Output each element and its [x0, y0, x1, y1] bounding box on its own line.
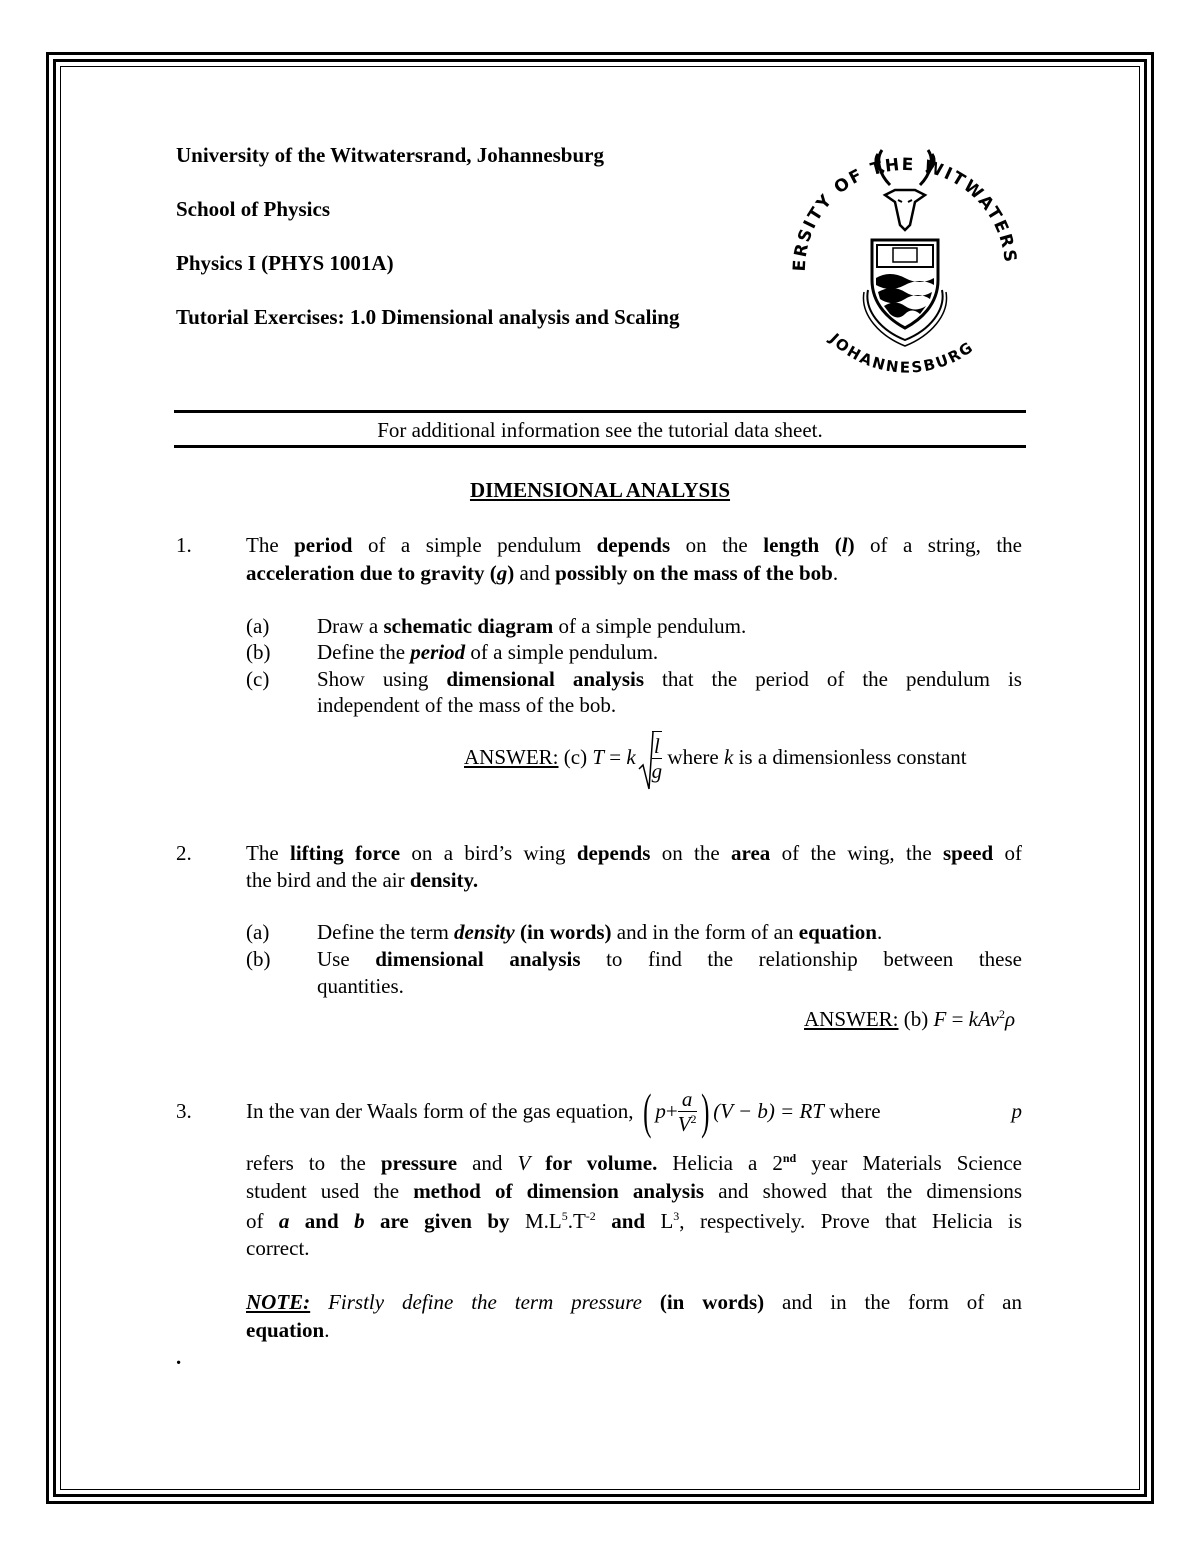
info-note: For additional information see the tutorial data sheet. [377, 418, 823, 442]
q3-line5: correct. [246, 1236, 310, 1260]
q1-answer: ANSWER: (c) T = k $\frac{l}{g}$ where k is a dimensionless constant [464, 722, 967, 792]
q2b-line1: Use dimensional analysis to find the relationship between these [317, 947, 1022, 971]
rule-top [174, 410, 1026, 413]
section-title: DIMENSIONAL ANALYSIS [469, 478, 731, 502]
school-name: School of Physics [176, 197, 331, 221]
crest-arc-bottom-text: JOHANNESBURG [825, 329, 978, 377]
q1-line1: The period of a simple pendulum depends on the length (l) of a string, the [246, 533, 1023, 557]
q3-line2: refers to the pressure and V for volume. Helicia a 2nd year Materials Science [246, 1151, 1022, 1175]
q2-answer: ANSWER: (b) F = kAv$^2$ρ [804, 1007, 1016, 1031]
q3-line4: of a and b are given by $M.L^5.T^{-2}$ and $L^3$, respectively. Prove that Helicia is [246, 1209, 1023, 1233]
q1-line2: acceleration due to gravity (g) and possibly on the mass of the bob. [246, 561, 839, 585]
stray-dot: . [176, 1345, 182, 1369]
q2a-label: (a) [246, 920, 270, 944]
q2b-line2: quantities. [317, 974, 404, 998]
q1b-label: (b) [246, 640, 271, 664]
university-crest-logo [780, 140, 1030, 380]
sqrt-sign [638, 731, 654, 791]
van-der-waals-equation: ( p + $\frac{a}{V^2}$ ) (V − b) = RT [642, 1083, 824, 1139]
q2-line1: The lifting force on a bird’s wing depends on the area of the wing, the speed of [246, 841, 1023, 865]
q3-line1: In the van der Waals form of the gas equation, ( p + $\frac{a}{V^2}$ ) (V − b) = RT where p [246, 1083, 1022, 1139]
tutorial-title: Tutorial Exercises: 1.0 Dimensional analysis and Scaling [176, 305, 680, 329]
q2-number: 2. [176, 841, 192, 865]
q1a-text: Draw a schematic diagram of a simple pendulum. [317, 614, 747, 638]
q1b-text: Define the period of a simple pendulum. [317, 640, 659, 664]
course-name: Physics I (PHYS 1001A) [176, 251, 394, 275]
q1c-label: (c) [246, 667, 270, 691]
crest-icon [780, 140, 1030, 380]
crest-arc-top-text: ERSITY OF THE WITWATERS [789, 154, 1020, 272]
q1c-line1: Show using dimensional analysis that the period of the pendulum is [317, 667, 1022, 691]
q3-line3: student used the method of dimension analysis and showed that the dimensions [246, 1179, 1023, 1203]
university-name: University of the Witwatersrand, Johannesburg [176, 143, 604, 167]
rule-bottom [174, 445, 1026, 448]
q2b-label: (b) [246, 947, 271, 971]
q3-note-line1: NOTE: Firstly define the term pressure (in words) and in the form of an [246, 1290, 1022, 1314]
svg-text:JOHANNESBURG [825, 329, 977, 376]
q3-number: 3. [176, 1099, 192, 1123]
q1a-label: (a) [246, 614, 270, 638]
q1c-line2: independent of the mass of the bob. [317, 693, 617, 717]
q2a-text: Define the term density (in words) and in the form of an equation. [317, 920, 883, 944]
q3-note-line2: equation. [246, 1318, 330, 1342]
q2-line2: the bird and the air density. [246, 868, 479, 892]
q1-number: 1. [176, 533, 192, 557]
